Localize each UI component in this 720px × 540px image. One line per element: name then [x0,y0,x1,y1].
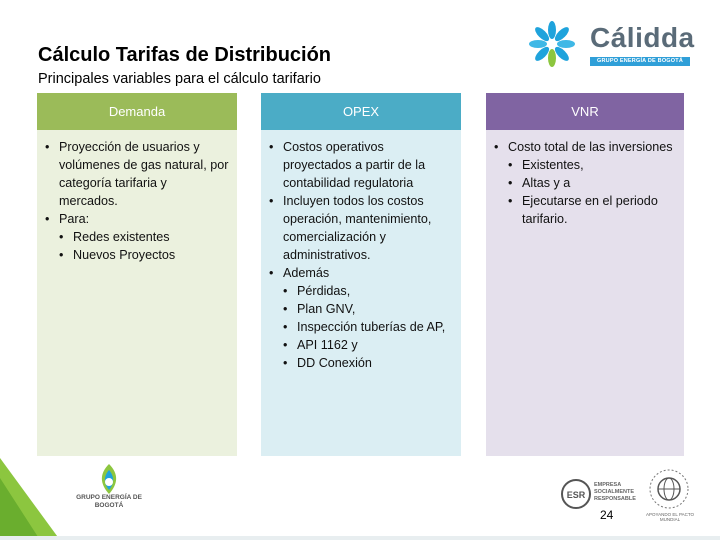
global-compact-icon [648,468,690,510]
bullet-item: • Costos operativos proyectados a partir de la contabilidad regulatoria [269,138,453,192]
column-opex [261,93,461,456]
bullet-item: • Proyección de usuarios y volúmenes de gas natural, por categoría tarifaria y mercados. [45,138,229,210]
column-demanda [37,93,237,456]
slide-title: Cálculo Tarifas de Distribución [38,44,332,66]
column-body-opex [261,130,461,456]
brand-tagline: GRUPO ENERGÍA DE BOGOTÁ [590,57,690,66]
sub-bullet-item: • Existentes, [494,156,676,174]
sub-bullet-item: • Inspección tuberías de AP, [269,318,453,336]
column-header-demanda: Demanda [37,93,237,130]
sub-bullet-item: • Redes existentes [45,228,229,246]
column-vnr [486,93,684,456]
geb-logo [74,460,144,520]
calidda-flower-icon [522,16,582,72]
sub-bullet-item: • DD Conexión [269,354,453,372]
sub-bullet-item: • API 1162 y [269,336,453,354]
sub-bullet-item: • Altas y a [494,174,676,192]
esr-badge-icon [560,478,592,510]
esr-badge-label: ESR [566,490,586,500]
calidda-logo [522,16,702,72]
sub-bullet-item: • Nuevos Proyectos [45,246,229,264]
column-header-opex: OPEX [261,93,461,130]
esr-text: EMPRESA SOCIALMENTE RESPONSABLE [594,482,636,502]
sub-bullet-item: • Ejecutarse en el periodo tarifario. [494,192,676,228]
bullet-item: • Para: [45,210,229,228]
sub-bullet-item: • Pérdidas, [269,282,453,300]
sub-bullet-item: • Plan GNV, [269,300,453,318]
brand-name: Cálidda [590,22,695,53]
column-header-vnr: VNR [486,93,684,130]
page-number: 24 [600,508,614,522]
column-body-vnr [486,130,684,456]
geb-flame-icon [94,462,124,496]
bullet-item: • Incluyen todos los costos operación, mantenimiento, comercialización y administrativos. [269,192,453,264]
column-body-demanda [37,130,237,456]
bullet-item: • Costo total de las inversiones [494,138,676,156]
geb-logo-text: GRUPO ENERGÍA DE BOGOTÁ [76,494,142,509]
bullet-item: • Además [269,264,453,282]
esr-logo [560,476,636,512]
global-compact-text: APOYANDO EL PACTO MUNDIAL [645,512,695,522]
slide-subtitle: Principales variables para el cálculo tarifario [38,71,321,87]
